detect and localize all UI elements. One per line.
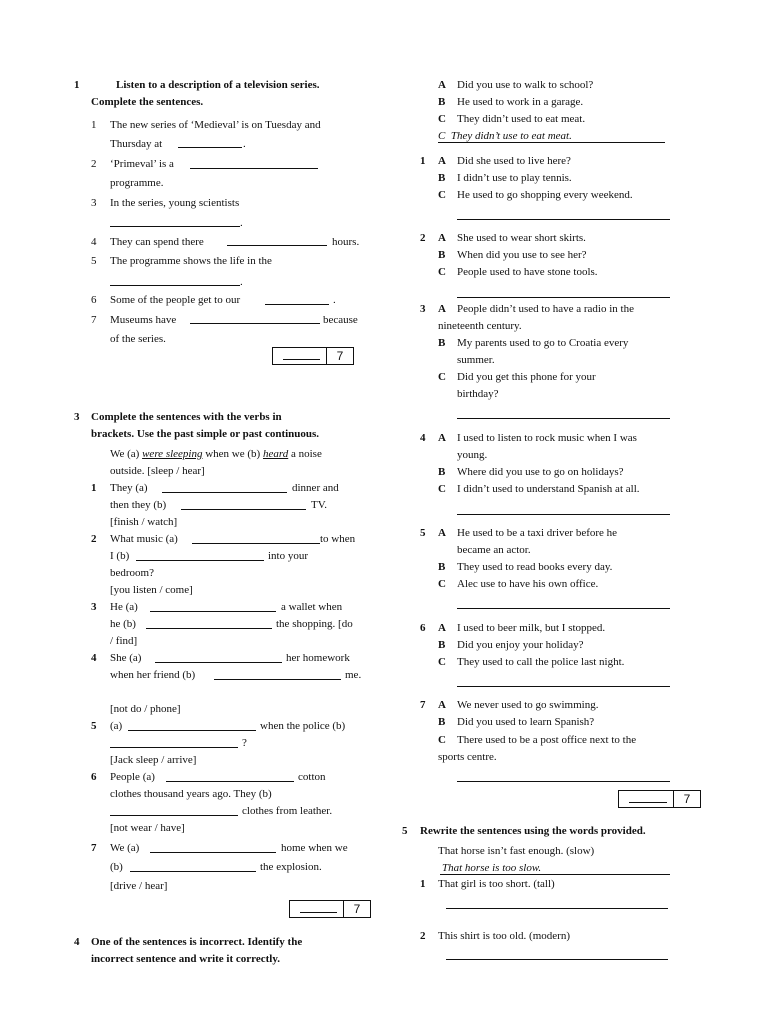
ex4-question-number: 6 xyxy=(420,622,426,634)
option-label: B xyxy=(438,716,446,728)
ex4-example-c: They didn’t used to eat meat. xyxy=(457,113,586,125)
option-label: C xyxy=(438,189,446,201)
ex1-item-number: 1 xyxy=(91,119,97,131)
answer-line[interactable] xyxy=(155,662,282,663)
ex3-item-text: the shopping. [do xyxy=(276,618,353,630)
ex3-item-text: when the police (b) xyxy=(260,720,346,732)
ex3-item-text: her homework xyxy=(286,652,350,664)
option-text: Did you used to learn Spanish? xyxy=(457,716,595,728)
ex3-item-number: 6 xyxy=(91,771,97,783)
option-label: B xyxy=(438,639,446,651)
option-label: C xyxy=(438,371,446,383)
ex3-item-text: [finish / watch] xyxy=(110,516,178,528)
ex3-item-text: clothes thousand years ago. They (b) xyxy=(110,788,272,800)
ex3-item-text: [you listen / come] xyxy=(110,584,193,596)
ex3-item-number: 2 xyxy=(91,533,97,545)
ex3-item-text: What music (a) xyxy=(110,533,178,545)
ex3-item-text: She (a) xyxy=(110,652,142,664)
option-label: B xyxy=(438,96,446,108)
score-total: 7 xyxy=(353,902,361,916)
ex3-item-text: [not do / phone] xyxy=(110,703,181,715)
ex1-item-number: 7 xyxy=(91,314,97,326)
ex3-item-number: 5 xyxy=(91,720,97,732)
ex4-score-box xyxy=(618,790,701,808)
ex3-item-text: he (b) xyxy=(110,618,136,630)
answer-line[interactable] xyxy=(446,959,668,960)
ex3-item-number: 1 xyxy=(91,482,97,494)
ex3-item-text: when her friend (b) xyxy=(110,669,196,681)
answer-line[interactable] xyxy=(446,908,668,909)
answer-line[interactable] xyxy=(457,608,670,609)
ex1-item-text: programme. xyxy=(110,177,164,189)
ex3-item-text: clothes from leather. xyxy=(242,805,333,817)
answer-line[interactable] xyxy=(150,611,276,612)
answer-line[interactable] xyxy=(128,730,256,731)
option-label: C xyxy=(438,483,446,495)
ex1-item-text: In the series, young scientists xyxy=(110,197,240,209)
ex3-example-line2: outside. [sleep / hear] xyxy=(110,465,205,477)
ex3-item-text: home when we xyxy=(281,842,348,854)
answer-line[interactable] xyxy=(457,219,670,220)
ex5-title: Rewrite the sentences using the words provided. xyxy=(420,825,646,837)
answer-line[interactable] xyxy=(457,686,670,687)
ex3-item-text: bedroom? xyxy=(110,567,154,579)
option-text: summer. xyxy=(457,354,495,366)
option-text: I used to beer milk, but I stopped. xyxy=(457,622,606,634)
option-text: I didn’t used to understand Spanish at all. xyxy=(457,483,640,495)
ex1-title-line1: Listen to a description of a television series. xyxy=(116,79,320,91)
ex4-question-number: 4 xyxy=(420,432,426,444)
answer-line[interactable] xyxy=(178,147,242,148)
option-text: birthday? xyxy=(457,388,499,400)
answer-line[interactable] xyxy=(110,226,240,227)
ex1-item-text: Thursday at xyxy=(110,138,163,150)
ex1-item-number: 2 xyxy=(91,158,97,170)
ex3-item-text: He (a) xyxy=(110,601,138,613)
ex1-item-text: hours. xyxy=(332,236,360,248)
option-text: We never used to go swimming. xyxy=(457,699,599,711)
option-text: young. xyxy=(457,449,488,461)
option-text: I used to listen to rock music when I was xyxy=(457,432,637,444)
option-label: B xyxy=(438,337,446,349)
ex1-item-text: of the series. xyxy=(110,333,166,345)
option-label: A xyxy=(438,303,446,315)
answer-line[interactable] xyxy=(146,628,272,629)
option-label: C xyxy=(438,656,446,668)
ex3-item-text: then they (b) xyxy=(110,499,167,511)
ex3-item-text: [Jack sleep / arrive] xyxy=(110,754,197,766)
ex1-number: 1 xyxy=(74,79,80,91)
answer-line[interactable] xyxy=(110,285,240,286)
answer-line[interactable] xyxy=(110,815,238,816)
option-text: Did she used to live here? xyxy=(457,155,571,167)
option-label: A xyxy=(438,432,446,444)
score-input[interactable] xyxy=(273,348,327,364)
ex3-item-text: a wallet when xyxy=(281,601,343,613)
ex5-example: That horse isn’t fast enough. (slow) xyxy=(438,845,595,857)
ex4-title-line2: incorrect sentence and write it correctly. xyxy=(91,953,280,965)
ex3-score-box xyxy=(289,900,371,918)
answer-line[interactable] xyxy=(162,492,287,493)
ex4-number: 4 xyxy=(74,936,80,948)
ex1-item-text: The programme shows the life in the xyxy=(110,255,272,267)
ex3-item-text: to when xyxy=(320,533,356,545)
ex3-item-number: 3 xyxy=(91,601,97,613)
score-total: 7 xyxy=(683,792,691,806)
ex5-example-answer: That horse is too slow. xyxy=(442,862,542,874)
ex4-example-b: He used to work in a garage. xyxy=(457,96,584,108)
ex1-item-text: because xyxy=(323,314,358,326)
ex3-item-text: I (b) xyxy=(110,550,130,562)
example-answer: heard xyxy=(262,448,289,460)
option-text: Where did you use to go on holidays? xyxy=(457,466,624,478)
ex3-item-text: We (a) xyxy=(110,842,140,854)
option-text: Alec use to have his own office. xyxy=(457,578,599,590)
option-label: B xyxy=(438,466,446,478)
ex3-item-text: / find] xyxy=(110,635,138,647)
option-label: C xyxy=(438,266,446,278)
ex3-item-text: the explosion. xyxy=(260,861,322,873)
option-text: They used to call the police last night. xyxy=(457,656,625,668)
option-label: B xyxy=(438,172,446,184)
ex1-item-text: Museums have xyxy=(110,314,177,326)
option-text: There used to be a post office next to the xyxy=(457,734,637,746)
option-text: Did you get this phone for your xyxy=(457,371,596,383)
answer-line[interactable] xyxy=(150,852,276,853)
option-label: B xyxy=(438,249,446,261)
ex3-item-text: TV. xyxy=(311,499,327,511)
example-answer: were sleeping xyxy=(142,448,203,460)
ex4-example-a: Did you use to walk to school? xyxy=(457,79,594,91)
ex4-question-number: 2 xyxy=(420,232,426,244)
ex1-item-text: ‘Primeval’ is a xyxy=(110,158,174,170)
ex3-item-text: dinner and xyxy=(292,482,339,494)
worksheet-page: 1 Listen to a description of a television series. Complete the sentences. 1 The new series of ‘Medieval’ is on Tuesday and Thursday at . 2 ‘Primeval’ is a programme. 3 In the series, young scientists . 4 They can spend there hours. 5 The programme shows the life in the . 6 Some of the people get to our . 7 Museums have because of the series. 7 3 Complete the sentences with the verbs in brackets. Use the past simple or past continuous. We (a) were sleeping when we (b) heard a noise outside. [sleep / hear] 1 They (a) dinner and then they (b) TV. [finish / watch] 2 What music (a) to when I (b) into your bedroom? [you listen / come] 3 He (a) a wallet when he (b) the shopping. [do / find] 4 She (a) her homework when her friend (b) me. [not do / phone] 5 (a) when the police (b) ? [Jack sleep / arrive] 6 People (a) cotton clothes thousand years ago. They (b) clothes from leather. [not wear / have] 7 We (a) home when we (b) the explosion. [drive / hear] 7 4 One of the sentences is incorrect. Identify the incorrect sentence and write it correctly. A Did you use to walk to school? B He used to work in a garage. C They didn’t used to eat meat. C They didn’t use to eat meat. 1 A Did she used to live here? B I didn’t use to play tennis. C He used to go shopping every weekend. 2 A She used to wear short skirts. B When did you use to see her? C People used to have stone tools. 3 A People didn’t used to have a radio in the nineteenth century. B My parents used to go to Croatia every summer. C Did you get this phone for your birthday? 4 A I used to listen to rock music when I was young. B Where did you use to go on holidays? C I didn’t used to understand Spanish at all. 5 A He used to be a taxi driver before he became an actor. B They used to read books every day. C Alec use to have his own office. 6 A I used to beer milk, but I stopped. B Did you enjoy your holiday? C They used to call the police last night. 7 A We never used to go swimming. B Did you used to learn Spanish? C There used to be a post office next to the sports centre. 7 5 Rewrite the sentences using the words provided. That horse isn’t fast enough. (slow) That horse is too slow. 1 That girl is too short. (tall) 2 This shirt is too old. (modern) xyxy=(0,0,768,1024)
ex1-title-line2: Complete the sentences. xyxy=(91,96,204,108)
option-label: A xyxy=(438,622,446,634)
answer-line[interactable] xyxy=(214,679,341,680)
answer-line[interactable] xyxy=(190,323,320,324)
score-input[interactable] xyxy=(290,901,344,917)
answer-line[interactable] xyxy=(130,871,256,872)
ex3-item-text: (b) xyxy=(110,861,123,873)
ex5-number: 5 xyxy=(402,825,408,837)
option-text: nineteenth century. xyxy=(438,320,522,332)
ex3-item-text: me. xyxy=(345,669,362,681)
ex4-question-number: 3 xyxy=(420,303,426,315)
ex3-item-number: 7 xyxy=(91,842,97,854)
ex1-item-text: Some of the people get to our xyxy=(110,294,241,306)
ex3-item-text: [drive / hear] xyxy=(110,880,168,892)
option-label: C xyxy=(438,113,446,125)
answer-line[interactable] xyxy=(457,297,670,298)
option-text: People used to have stone tools. xyxy=(457,266,598,278)
answer-line[interactable] xyxy=(265,304,329,305)
option-label: A xyxy=(438,79,446,91)
ex5-item-text: This shirt is too old. (modern) xyxy=(438,930,570,942)
ex4-question-number: 5 xyxy=(420,527,426,539)
ex5-item-number: 1 xyxy=(420,878,426,890)
answer-line[interactable] xyxy=(190,168,318,169)
example-answer-line xyxy=(440,874,670,875)
ex4-question-number: 7 xyxy=(420,699,426,711)
ex5-item-text: That girl is too short. (tall) xyxy=(438,878,555,890)
option-text: He used to be a taxi driver before he xyxy=(457,527,618,539)
ex4-title-line1: One of the sentences is incorrect. Identify the xyxy=(91,936,303,948)
option-text: I didn’t use to play tennis. xyxy=(457,172,572,184)
ex3-number: 3 xyxy=(74,411,80,423)
ex5-item-number: 2 xyxy=(420,930,426,942)
ex1-item-number: 5 xyxy=(91,255,97,267)
answer-line[interactable] xyxy=(110,747,238,748)
ex3-item-text: [not wear / have] xyxy=(110,822,185,834)
option-label: A xyxy=(438,232,446,244)
ex3-item-text: ? xyxy=(242,737,247,749)
ex1-item-text: The new series of ‘Medieval’ is on Tuesday and xyxy=(110,119,321,131)
ex4-question-number: 1 xyxy=(420,155,426,167)
option-label: A xyxy=(438,155,446,167)
ex1-item-number: 3 xyxy=(91,197,97,209)
example-answer-line xyxy=(438,142,665,143)
answer-line[interactable] xyxy=(192,543,320,544)
ex4-example-answer: C They didn’t use to eat meat. xyxy=(438,130,572,142)
ex3-item-text: into your xyxy=(268,550,309,562)
answer-line[interactable] xyxy=(457,781,670,782)
answer-line[interactable] xyxy=(457,418,670,419)
option-text: They used to read books every day. xyxy=(457,561,613,573)
ex3-item-text: People (a) xyxy=(110,771,155,783)
answer-line[interactable] xyxy=(457,514,670,515)
ex3-item-number: 4 xyxy=(91,652,97,664)
ex3-item-text: (a) xyxy=(110,720,123,732)
option-text: became an actor. xyxy=(457,544,531,556)
ex1-item-text: They can spend there xyxy=(110,236,204,248)
option-text: My parents used to go to Croatia every xyxy=(457,337,629,349)
score-total: 7 xyxy=(336,349,344,363)
ex3-item-text: They (a) xyxy=(110,482,148,494)
ex1-item-number: 6 xyxy=(91,294,97,306)
option-text: She used to wear short skirts. xyxy=(457,232,586,244)
option-label: B xyxy=(438,561,446,573)
option-text: He used to go shopping every weekend. xyxy=(457,189,633,201)
answer-line[interactable] xyxy=(181,509,306,510)
option-label: C xyxy=(438,734,446,746)
ex1-score-box xyxy=(272,347,354,365)
answer-line[interactable] xyxy=(136,560,264,561)
ex1-item-number: 4 xyxy=(91,236,97,248)
option-text: People didn’t used to have a radio in the xyxy=(457,303,634,315)
option-label: A xyxy=(438,527,446,539)
option-label: C xyxy=(438,578,446,590)
option-text: When did you use to see her? xyxy=(457,249,587,261)
ex3-example-line1: We (a) were sleeping when we (b) heard a noise xyxy=(110,448,322,460)
ex3-item-text: cotton xyxy=(298,771,326,783)
answer-line[interactable] xyxy=(227,245,327,246)
option-label: A xyxy=(438,699,446,711)
ex3-title-line1: Complete the sentences with the verbs in xyxy=(91,411,282,423)
option-text: Did you enjoy your holiday? xyxy=(457,639,584,651)
ex3-title-line2: brackets. Use the past simple or past continuous. xyxy=(91,428,320,440)
option-text: sports centre. xyxy=(438,751,497,763)
score-input[interactable] xyxy=(619,791,674,807)
answer-line[interactable] xyxy=(166,781,294,782)
